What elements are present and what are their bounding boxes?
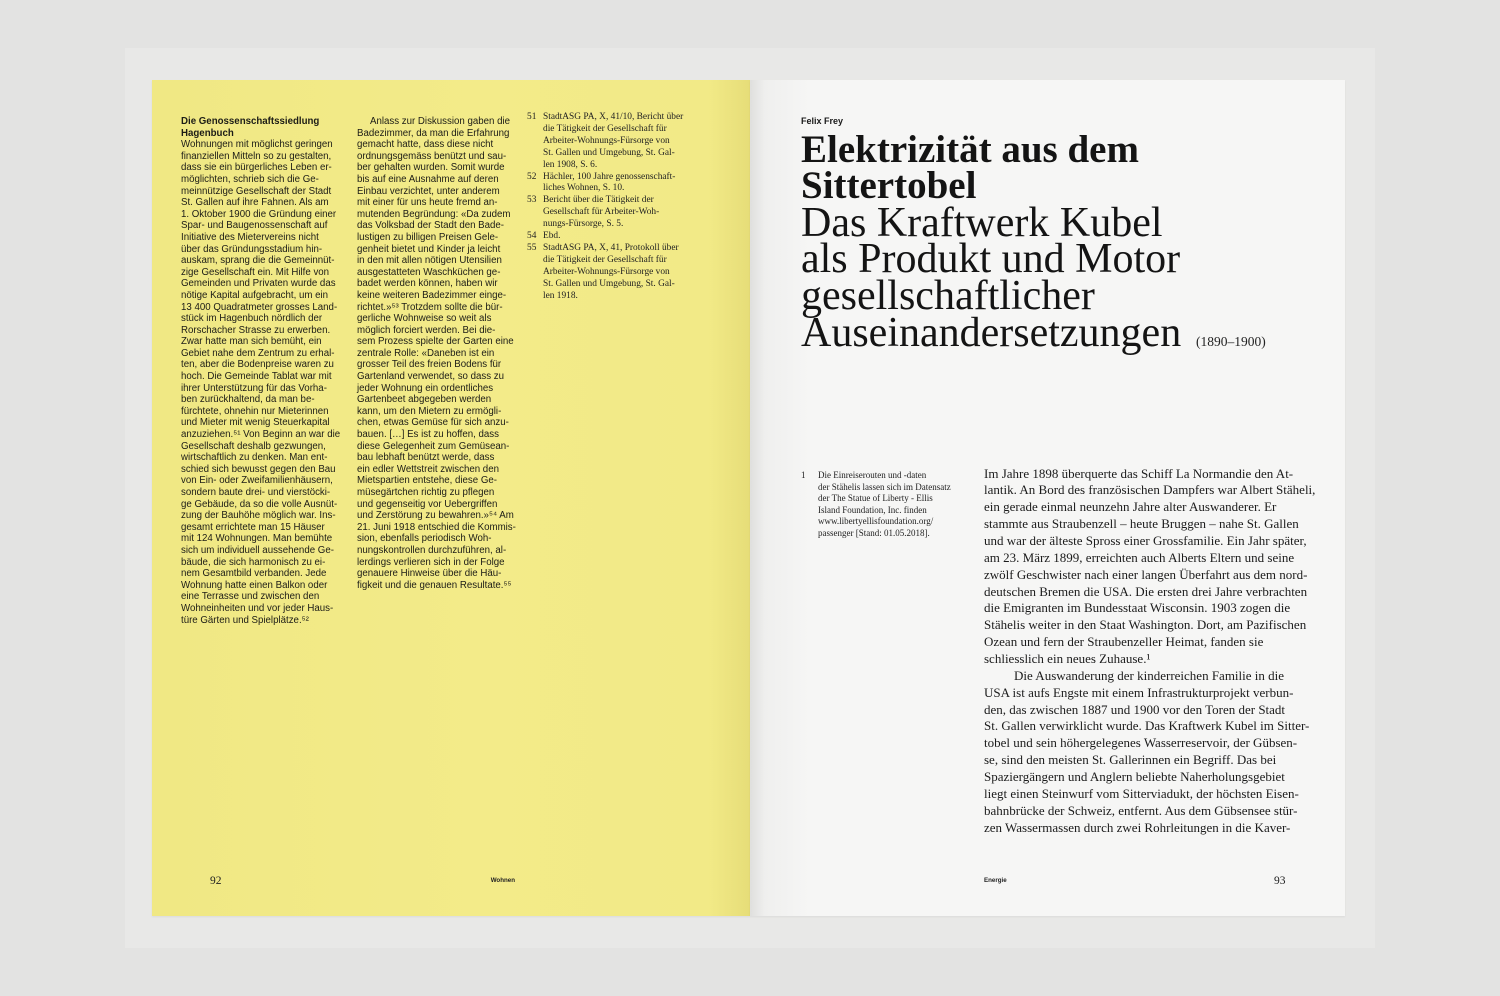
endnote-text bbox=[543, 243, 693, 303]
text-line: ordnungsgemäss benützt und sau- bbox=[357, 150, 507, 162]
text-line: chen, etwas Gemüse für sich anzu- bbox=[357, 417, 509, 429]
footnote-text bbox=[818, 470, 968, 540]
heading-line: Die Genossenschaftssiedlung bbox=[181, 116, 320, 127]
subtitle-line: als Produkt und Motor bbox=[801, 236, 1181, 283]
text-line: ihrer Unterstützung für das Vorha- bbox=[181, 382, 327, 394]
endnote bbox=[527, 172, 697, 196]
text-line: schied sich bewusst gegen den Bau bbox=[181, 463, 336, 475]
text-line: stammte aus Straubenzell – heute Bruggen – nahe St. Gallen bbox=[984, 516, 1299, 532]
endnote-line: Arbeiter-Wohnungs-Fürsorge von bbox=[543, 266, 670, 277]
text-line: Anlass zur Diskussion gaben die bbox=[370, 116, 511, 127]
footnote-line: der The Statue of Liberty - Ellis bbox=[818, 493, 933, 504]
endnote-line: Gesellschaft für Arbeiter-Woh- bbox=[543, 207, 660, 218]
text-line: das Volksbad der Stadt den Bade- bbox=[357, 220, 505, 232]
text-line: möglichten, schrieb sich die Ge- bbox=[181, 173, 319, 185]
text-line: Gesellschaft deshalb gezwungen, bbox=[181, 440, 326, 452]
text-line: jeder Wohnung ein ordentliches bbox=[357, 382, 494, 394]
text-line: dass sie ein bürgerliches Leben er- bbox=[181, 162, 332, 174]
endnote-line: Hächler, 100 Jahre genossenschaft- bbox=[543, 171, 676, 182]
text-line: lantik. An Bord des französischen Dampfers war Albert Stäheli, bbox=[984, 482, 1316, 498]
text-line: genauere Hinweise über die Häu- bbox=[357, 568, 502, 580]
paragraph bbox=[984, 466, 1329, 668]
text-line: Spaziergängern und Anglern beliebte Naherholungsgebiet bbox=[984, 768, 1285, 784]
endnote-line: St. Gallen und Umgebung, St. Gal- bbox=[543, 147, 675, 158]
text-line: USA ist aufs Engste mit einem Infrastrukturprojekt verbun- bbox=[984, 684, 1294, 700]
text-line: St. Gallen verwirklicht wurde. Das Kraftwerk Kubel im Sitter- bbox=[984, 718, 1310, 734]
text-line: gerliche Wohnweise so weit als bbox=[357, 313, 492, 325]
paragraph bbox=[181, 139, 342, 626]
text-line: Gebiet nahe dem Zentrum zu erhal- bbox=[181, 347, 335, 359]
text-line: auskam, sprang die die Gemeinnüt- bbox=[181, 255, 335, 267]
text-line: ten, aber die Bodenpreise waren zu bbox=[181, 359, 334, 371]
text-line: müsegärtchen richtig zu pflegen bbox=[357, 487, 495, 498]
text-line: mit einer für uns heute fremd an- bbox=[357, 197, 498, 209]
text-line: stück im Hagenbuch nördlich der bbox=[181, 313, 323, 325]
text-line: schliesslich ein neues Zuhause.¹ bbox=[984, 650, 1151, 666]
endnote-text bbox=[543, 231, 693, 243]
text-line: tobel und sein höhergelegenes Wasserreservoir, der Gübsen- bbox=[984, 735, 1298, 751]
text-line: bahnbrücke der Schweiz, entfernt. Aus dem Gübsensee stür- bbox=[984, 802, 1298, 818]
text-line: über das Gründungsstadium hin- bbox=[181, 243, 323, 255]
text-line: mutenden Begründung: «Da zudem bbox=[357, 208, 511, 220]
author-name: Felix Frey bbox=[801, 116, 844, 126]
text-line: eine Terrasse und zwischen den bbox=[181, 591, 320, 603]
endnote-number: 52 bbox=[527, 171, 537, 182]
running-head: Energie bbox=[984, 877, 1007, 884]
text-line: Im Jahre 1898 überquerte das Schiff La Normandie den At- bbox=[984, 465, 1294, 481]
text-line: und war der älteste Spross einer Grossfamilie. Ein Jahr später, bbox=[984, 532, 1307, 548]
text-line: am 23. März 1899, erreichten auch Alberts Eltern und seine bbox=[984, 549, 1295, 565]
text-line: genheit bietet und Kinder ja leicht bbox=[357, 243, 501, 255]
left-page bbox=[152, 80, 750, 916]
endnote-line: St. Gallen und Umgebung, St. Gal- bbox=[543, 278, 675, 289]
endnote-line: liches Wohnen, S. 10. bbox=[543, 183, 625, 194]
text-line: nötige Kapital aufgebracht, um ein bbox=[181, 289, 329, 301]
text-line: gemacht hatte, dass diese nicht bbox=[357, 139, 494, 151]
text-line: bis auf eine Ausnahme auf deren bbox=[357, 173, 499, 185]
text-line: die Emigranten im Bundesstaat Wisconsin. 1903 zogen die bbox=[984, 600, 1291, 616]
text-line: nem Gesamtbild verbanden. Jede bbox=[181, 568, 327, 580]
endnote-text bbox=[543, 195, 693, 231]
subtitle-line: Das Kraftwerk Kubel bbox=[801, 199, 1163, 246]
text-line: ge Gebäude, da so die volle Ausnüt- bbox=[181, 498, 338, 510]
text-line: gesamt errichtete man 15 Häuser bbox=[181, 521, 325, 533]
text-line: Gemeinden und Privaten wurde das bbox=[181, 278, 336, 290]
text-line: lerdings verlieren sich in der Folge bbox=[357, 556, 505, 568]
text-line: in den mit allen nötigen Utensilien bbox=[357, 255, 502, 267]
text-line: Wohneinheiten und vor jeder Haus- bbox=[181, 602, 334, 614]
text-line: nungskontrollen durchzuführen, al- bbox=[357, 544, 507, 556]
subtitle-line: Auseinandersetzungen bbox=[801, 309, 1182, 356]
text-line: Badezimmer, da man die Erfahrung bbox=[357, 127, 510, 139]
right-page bbox=[750, 80, 1345, 916]
footnote-number: 1 bbox=[801, 470, 806, 480]
title-period: (1890–1900) bbox=[1196, 334, 1266, 349]
text-line: diese Gelegenheit zum Gemüsean- bbox=[357, 440, 510, 452]
text-line: anzuziehen.⁵¹ Von Beginn an war die bbox=[181, 429, 341, 441]
footnote-line: passenger [Stand: 01.05.2018]. bbox=[818, 527, 930, 538]
text-line: bauen. […] Es ist zu hoffen, dass bbox=[357, 429, 499, 441]
footnote-line: der Stähelis lassen sich im Datensatz bbox=[818, 481, 951, 492]
footnote-line: Island Foundation, Inc. finden bbox=[818, 504, 927, 515]
text-line: Ozean und fern der Straubenzeller Heimat, fanden sie bbox=[984, 634, 1264, 650]
text-line: keine weiteren Badezimmer einge- bbox=[357, 289, 507, 301]
text-line: zung der Bauhöhe möglich war. Ins- bbox=[181, 510, 336, 522]
footnote-line: Die Einreiserouten und -daten bbox=[818, 470, 927, 480]
text-line: Einbau verzichtet, unter anderem bbox=[357, 185, 500, 197]
text-line: Die Auswanderung der kinderreichen Familie in die bbox=[1014, 667, 1285, 683]
endnote-line: Arbeiter-Wohnungs-Fürsorge von bbox=[543, 135, 670, 146]
page-number: 92 bbox=[210, 875, 222, 887]
paragraph bbox=[984, 668, 1329, 837]
text-line: zentrale Rolle: «Daneben ist ein bbox=[357, 347, 495, 359]
text-line: und gegenseitig vor Uebergriffen bbox=[357, 498, 498, 510]
body-text bbox=[984, 466, 1329, 837]
article-title-block bbox=[801, 127, 1321, 356]
heading-line: Hagenbuch bbox=[181, 127, 234, 139]
text-line: ber gehalten wurden. Somit wurde bbox=[357, 162, 505, 174]
subtitle-line: gesellschaftlicher bbox=[801, 272, 1095, 319]
text-column-1 bbox=[181, 116, 342, 626]
text-line: von Ein- oder Zweifamilienhäusern, bbox=[181, 475, 333, 487]
endnote-line: len 1918. bbox=[543, 290, 578, 301]
endnote-text bbox=[543, 112, 693, 172]
text-line: meinnützige Gesellschaft der Stadt bbox=[181, 185, 332, 197]
endnote-line: die Tätigkeit der Gesellschaft für bbox=[543, 123, 667, 134]
endnote-number: 53 bbox=[527, 195, 537, 206]
text-line: Wohnung hatte einen Balkon oder bbox=[181, 579, 328, 591]
text-line: se, sind den meisten St. Gallerinnen ein Begriff. Das bei bbox=[984, 752, 1277, 768]
text-line: und Zerstörung zu bewahren.»⁵⁴ Am bbox=[357, 510, 514, 522]
text-line: Initiative des Mietervereins nicht bbox=[181, 231, 319, 243]
text-line: ben zurückhaltend, da man be- bbox=[181, 394, 315, 406]
text-line: wirtschaftlich zu denken. Man ent- bbox=[181, 452, 328, 464]
text-line: Spar- und Baugenossenschaft auf bbox=[181, 220, 328, 232]
text-line: und Mieter mit wenig Steuerkapital bbox=[181, 417, 330, 429]
text-line: hoch. Die Gemeinde Tablat war mit bbox=[181, 371, 332, 383]
text-line: sich um individuell aussehende Ge- bbox=[181, 544, 334, 556]
text-line: bau lebhaft benützt werde, dass bbox=[357, 452, 495, 464]
text-line: sondern baute drei- und vierstöcki- bbox=[181, 487, 331, 498]
text-line: ein edler Wettstreit zwischen den bbox=[357, 463, 499, 475]
text-line: Gartenbeet abgegeben werden bbox=[357, 394, 492, 406]
text-line: zen Wassermassen durch zwei Rohrleitungen in die Kaver- bbox=[984, 819, 1291, 835]
text-line: fürchtete, ohnehin nur Mieterinnen bbox=[181, 405, 329, 417]
text-line: bäude, die sich harmonisch zu ei- bbox=[181, 556, 326, 568]
text-line: grosser Teil des freien Bodens für bbox=[357, 359, 502, 371]
endnote-number: 54 bbox=[527, 231, 537, 242]
running-head: Wohnen bbox=[490, 877, 515, 884]
endnote-number: 55 bbox=[527, 242, 537, 253]
text-line: finanziellen Mitteln so zu gestalten, bbox=[181, 150, 332, 162]
text-line: lustigen zu billigen Preisen Gele- bbox=[357, 231, 499, 243]
text-line: Mietspartien entstehe, diese Ge- bbox=[357, 475, 498, 487]
text-line: 13 400 Quadratmeter grosses Land- bbox=[181, 301, 338, 313]
endnote bbox=[527, 195, 697, 231]
endnotes-column bbox=[527, 112, 697, 303]
text-line: kann, um den Mietern zu ermögli- bbox=[357, 405, 502, 417]
text-line: figkeit und die genauen Resultate.⁵⁵ bbox=[357, 579, 512, 591]
endnote-line: nungs-Fürsorge, S. 5. bbox=[543, 219, 624, 230]
footnote-line: www.libertyellisfoundation.org/ bbox=[818, 516, 934, 527]
text-line: den, das zwischen 1887 und 1900 vor den Toren der Stadt bbox=[984, 701, 1286, 717]
text-column-2 bbox=[357, 116, 517, 591]
text-line: 1. Oktober 1900 die Gründung einer bbox=[181, 208, 337, 220]
endnote bbox=[527, 112, 697, 172]
text-line: sem Prozess spielte der Garten eine bbox=[357, 336, 514, 348]
endnote-number: 51 bbox=[527, 112, 537, 122]
endnote-text bbox=[543, 172, 693, 196]
endnote bbox=[527, 231, 697, 243]
text-line: mit 124 Wohnungen. Man bemühte bbox=[181, 533, 333, 545]
text-line: Rorschacher Strasse zu erwerben. bbox=[181, 324, 331, 336]
endnote-line: StadtASG PA, X, 41, Protokoll über bbox=[543, 242, 679, 253]
text-line: liegt einen Steinwurf vom Sitterviadukt, der höchsten Eisen- bbox=[984, 785, 1299, 801]
text-line: deutschen Bremen die USA. Die ersten drei Jahre verbrachten bbox=[984, 583, 1308, 599]
text-line: ausgestatteten Waschküchen ge- bbox=[357, 266, 501, 278]
text-line: sion, ebenfalls periodisch Woh- bbox=[357, 533, 492, 545]
page-number: 93 bbox=[1274, 875, 1286, 887]
text-line: möglich forciert werden. Bei die- bbox=[357, 324, 496, 336]
endnote-line: Bericht über die Tätigkeit der bbox=[543, 195, 654, 206]
endnote-line: Ebd. bbox=[543, 231, 561, 242]
text-line: richtet.»⁵³ Trotzdem sollte die bür- bbox=[357, 301, 503, 313]
text-line: Gartenland verwendet, so dass zu bbox=[357, 371, 505, 383]
footnote bbox=[801, 470, 971, 540]
endnote-line: len 1908, S. 6. bbox=[543, 159, 598, 170]
title-line: Elektrizität aus dem bbox=[801, 127, 1139, 171]
text-line: zwölf Geschwister nach einer langen Überfahrt aus dem nord- bbox=[984, 566, 1308, 582]
text-line: Zwar hatte man sich bemüht, ein bbox=[181, 336, 322, 348]
endnote-line: die Tätigkeit der Gesellschaft für bbox=[543, 254, 667, 265]
text-line: Stähelis weiter in den Staat Washington. Dort, am Pazifischen bbox=[984, 617, 1307, 633]
text-line: ein gerade einmal neunzehn Jahre alter Auswanderer. Er bbox=[984, 499, 1277, 515]
text-line: 21. Juni 1918 entschied die Kommis- bbox=[357, 521, 516, 533]
section-heading bbox=[181, 116, 342, 139]
title-line: Sittertobel bbox=[801, 164, 977, 208]
text-line: Wohnungen mit möglichst geringen bbox=[181, 139, 333, 151]
text-line: badet werden können, haben wir bbox=[357, 278, 498, 290]
text-line: zige Gesellschaft ein. Mit Hilfe von bbox=[181, 266, 330, 278]
endnote-line: StadtASG PA, X, 41/10, Bericht über bbox=[543, 112, 684, 122]
endnote bbox=[527, 243, 697, 303]
text-line: türe Gärten und Spielplätze.⁵² bbox=[181, 614, 309, 626]
text-line: St. Gallen auf ihre Fahnen. Als am bbox=[181, 197, 329, 209]
